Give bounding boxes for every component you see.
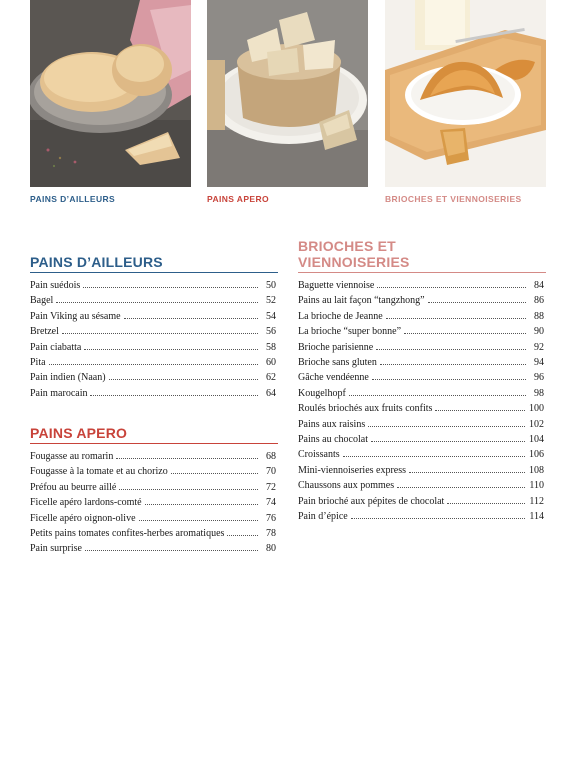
toc-entry-page: 112 — [529, 495, 544, 507]
toc-entry-title: Roulés briochés aux fruits confits — [298, 403, 433, 415]
section-brioches-viennoiseries — [298, 238, 546, 525]
toc-entry-title: Pain d’épice — [298, 511, 348, 523]
dot-leader — [227, 534, 258, 536]
toc-entry[interactable] — [298, 293, 546, 308]
dot-leader — [409, 471, 525, 473]
toc-entry-page: 96 — [534, 372, 544, 384]
dot-leader — [49, 363, 258, 365]
toc-entry[interactable] — [30, 464, 278, 479]
toc-entry-page: 108 — [529, 464, 544, 476]
dot-leader — [380, 363, 526, 365]
toc-entry[interactable] — [298, 478, 546, 493]
toc-entry[interactable] — [30, 324, 278, 339]
dot-leader — [62, 332, 258, 334]
toc-entry-title: Ficelle apéro oignon-olive — [30, 512, 136, 524]
toc-entry-page: 88 — [534, 310, 544, 322]
dot-leader — [349, 394, 526, 396]
toc-entry[interactable] — [30, 340, 278, 355]
dot-leader — [56, 301, 258, 303]
toc-entry-page: 64 — [266, 387, 276, 399]
toc-list — [30, 449, 278, 557]
toc-entry[interactable] — [298, 417, 546, 432]
toc-entry-title: Bagel — [30, 295, 54, 307]
toc-entry-page: 104 — [529, 434, 544, 446]
toc-entry[interactable] — [298, 386, 546, 401]
toc-entry-page: 76 — [266, 512, 276, 524]
toc-entry-title: Petits pains tomates confites-herbes aromatiques — [30, 528, 225, 540]
toc-entry-title: Bretzel — [30, 326, 59, 338]
dot-leader — [116, 457, 258, 459]
caption-pains-ailleurs: PAINS D’AILLEURS — [30, 194, 116, 204]
toc-entry-page: 72 — [266, 481, 276, 493]
toc-entry-page: 92 — [534, 341, 544, 353]
dot-leader — [428, 301, 526, 303]
toc-entry-page: 98 — [534, 387, 544, 399]
toc-entry-page: 114 — [529, 511, 544, 523]
toc-entry[interactable] — [30, 541, 278, 556]
dot-leader — [343, 455, 525, 457]
toc-entry-title: Pain Viking au sésame — [30, 310, 121, 322]
section-title: PAINS APERO — [30, 425, 278, 444]
toc-entry-title: Pita — [30, 357, 46, 369]
toc-entry-page: 106 — [529, 449, 544, 461]
toc-entry-page: 84 — [534, 280, 544, 291]
dot-leader — [119, 488, 258, 490]
dot-leader — [84, 348, 258, 350]
dot-leader — [351, 517, 526, 519]
toc-entry-page: 58 — [266, 341, 276, 353]
toc-entry[interactable] — [30, 495, 278, 510]
toc-entry[interactable] — [298, 463, 546, 478]
toc-entry-title: La brioche “super bonne” — [298, 326, 402, 338]
toc-entry-title: Baguette viennoise — [298, 280, 375, 291]
dot-leader — [83, 286, 258, 288]
toc-entry-page: 70 — [266, 466, 276, 478]
toc-entry[interactable] — [30, 526, 278, 541]
toc-entry[interactable] — [298, 432, 546, 447]
toc-list — [30, 278, 278, 401]
dot-leader — [386, 317, 526, 319]
toc-entry[interactable] — [298, 401, 546, 416]
toc-entry[interactable] — [30, 480, 278, 495]
caption-brioches: BRIOCHES ET VIENNOISERIES — [385, 194, 522, 204]
dot-leader — [85, 549, 258, 551]
section-pains-ailleurs — [30, 254, 278, 401]
toc-entry-page: 60 — [266, 357, 276, 369]
toc-entry-title: Kougelhopf — [298, 387, 346, 399]
toc-entry[interactable] — [298, 447, 546, 462]
toc-entry[interactable] — [30, 370, 278, 385]
toc-entry-title: Gâche vendéenne — [298, 372, 369, 384]
toc-entry[interactable] — [30, 293, 278, 308]
toc-entry-page: 80 — [266, 543, 276, 555]
section-title — [298, 238, 546, 273]
toc-entry-page: 100 — [529, 403, 544, 415]
dot-leader — [90, 394, 258, 396]
dot-leader — [397, 486, 525, 488]
toc-entry[interactable] — [30, 511, 278, 526]
toc-entry-title: Croissants — [298, 449, 340, 461]
toc-entry-page: 110 — [529, 480, 544, 492]
toc-entry[interactable] — [298, 494, 546, 509]
toc-entry-title: Pain indien (Naan) — [30, 372, 106, 384]
toc-entry[interactable] — [30, 386, 278, 401]
toc-entry-title: Pains au chocolat — [298, 434, 368, 446]
toc-entry-page: 52 — [266, 295, 276, 307]
section-pains-apero — [30, 425, 278, 557]
toc-entry-title: Pain ciabatta — [30, 341, 82, 353]
toc-entry[interactable] — [298, 324, 546, 339]
caption-pains-apero: PAINS APERO — [207, 194, 270, 204]
section-title-line-2: VIENNOISERIES — [298, 254, 410, 270]
flatbread-photo — [30, 0, 191, 187]
dot-leader — [376, 348, 526, 350]
toc-entry-page: 62 — [266, 372, 276, 384]
toc-entry-page: 86 — [534, 295, 544, 307]
toc-entry-title: Pain brioché aux pépites de chocolat — [298, 495, 445, 507]
dot-leader — [368, 425, 525, 427]
toc-entry-title: Brioche parisienne — [298, 341, 374, 353]
toc-entry-title: Pain marocain — [30, 387, 88, 399]
toc-entry[interactable] — [30, 278, 278, 293]
toc-entry[interactable] — [298, 278, 546, 293]
toc-entry-page: 102 — [529, 418, 544, 430]
toc-entry-page: 90 — [534, 326, 544, 338]
toc-entry[interactable] — [298, 340, 546, 355]
toc-entry-title: Mini-viennoiseries express — [298, 464, 407, 476]
toc-entry-title: Fougasse au romarin — [30, 451, 114, 462]
toc-entry-title: Pains au lait façon “tangzhong” — [298, 295, 425, 307]
toc-entry-page: 78 — [266, 528, 276, 540]
toc-entry-page: 56 — [266, 326, 276, 338]
toc-entry[interactable] — [30, 449, 278, 464]
toc-entry[interactable] — [298, 309, 546, 324]
dot-leader — [371, 440, 525, 442]
toc-entry-page: 54 — [266, 310, 276, 322]
dot-leader — [447, 502, 525, 504]
toc-entry-page: 50 — [266, 280, 276, 291]
section-title: PAINS D’AILLEURS — [30, 254, 278, 273]
toc-entry-title: Pain surprise — [30, 543, 82, 555]
dot-leader — [372, 378, 526, 380]
toc-entry[interactable] — [30, 309, 278, 324]
bread-bowl-photo — [207, 0, 368, 187]
toc-entry-title: La brioche de Jeanne — [298, 310, 383, 322]
croissant-photo — [385, 0, 546, 187]
toc-entry-page: 94 — [534, 357, 544, 369]
toc-entry-title: Pain suédois — [30, 280, 81, 291]
dot-leader — [404, 332, 526, 334]
dot-leader — [171, 472, 258, 474]
dot-leader — [377, 286, 526, 288]
toc-entry-title: Brioche sans gluten — [298, 357, 377, 369]
toc-entry-page: 74 — [266, 497, 276, 509]
toc-entry-title: Pains aux raisins — [298, 418, 366, 430]
section-title-line-1: BRIOCHES ET — [298, 238, 396, 254]
toc-entry-title: Fougasse à la tomate et au chorizo — [30, 466, 168, 478]
dot-leader — [435, 409, 525, 411]
toc-entry[interactable] — [298, 355, 546, 370]
toc-entry[interactable] — [298, 509, 546, 524]
toc-entry-title: Préfou au beurre aillé — [30, 481, 117, 493]
toc-entry-page: 68 — [266, 451, 276, 462]
dot-leader — [139, 519, 258, 521]
toc-entry-title: Chaussons aux pommes — [298, 480, 395, 492]
toc-entry[interactable] — [30, 355, 278, 370]
dot-leader — [124, 317, 258, 319]
toc-entry[interactable] — [298, 370, 546, 385]
toc-list — [298, 278, 546, 525]
dot-leader — [145, 503, 258, 505]
dot-leader — [109, 378, 258, 380]
toc-entry-title: Ficelle apéro lardons-comté — [30, 497, 142, 509]
